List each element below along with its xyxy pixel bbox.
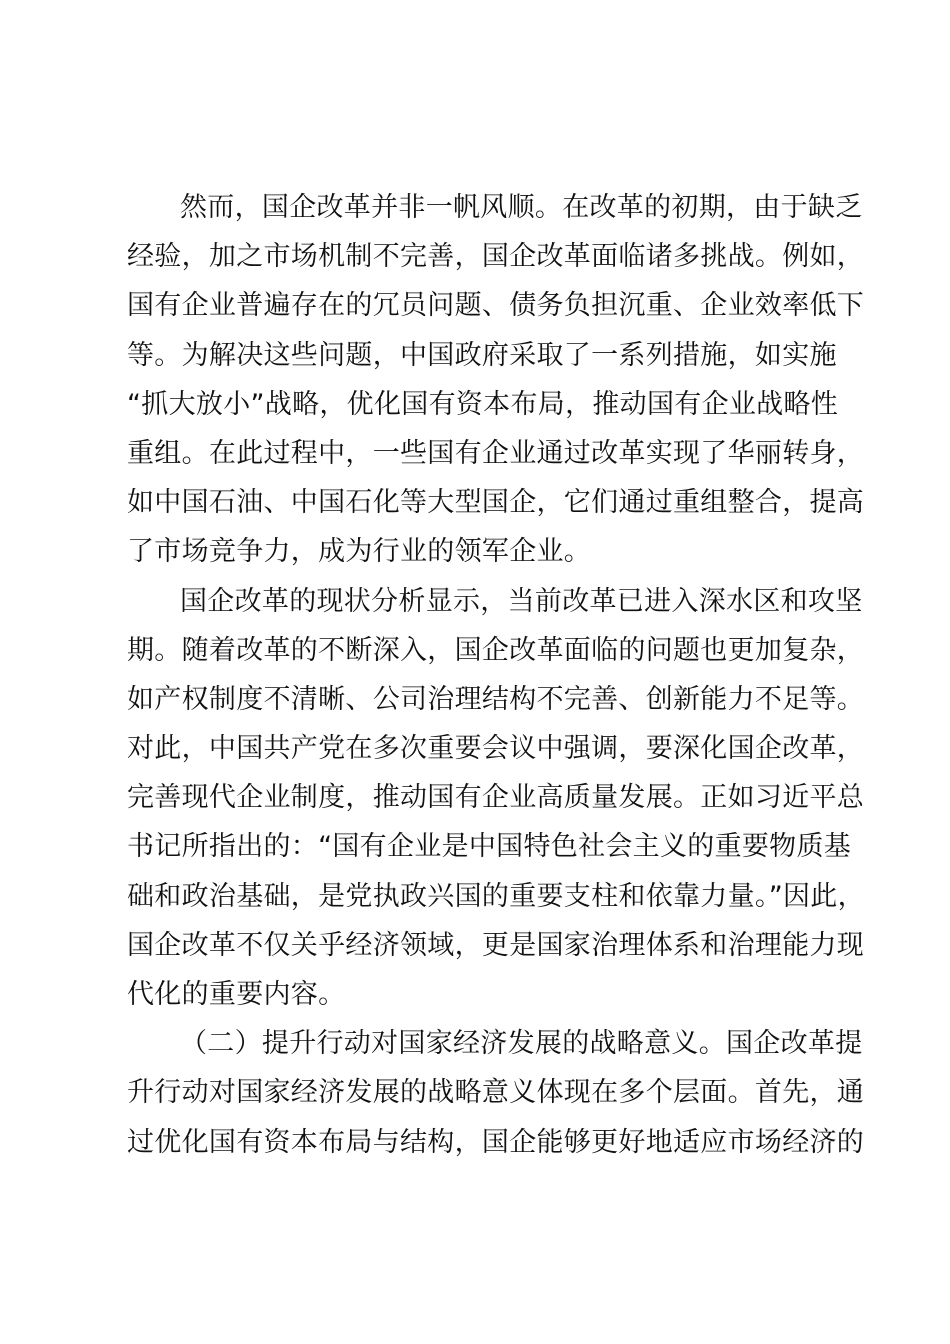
paragraph-2-line-1: 国企改革的现状分析显示，当前改革已进入深水区和攻坚 (180, 585, 863, 617)
paragraph-1-line-5: “抓大放小”战略，优化国有资本布局，推动国有企业战略性 (127, 388, 839, 420)
section-heading-line-1: （二）提升行动对国家经济发展的战略意义。国企改革提 (180, 1028, 863, 1060)
document-body (127, 183, 865, 1167)
paragraph-2-line-4: 对此，中国共产党在多次重要会议中强调，要深化国企改革， (127, 733, 865, 765)
paragraph-1-line-4: 等。为解决这些问题，中国政府采取了一系列措施，如实施 (127, 339, 837, 371)
paragraph-1-line-7: 如中国石油、中国石化等大型国企，它们通过重组整合，提高 (127, 487, 865, 519)
paragraph-1-line-8: 了市场竞争力，成为行业的领军企业。 (127, 536, 592, 568)
paragraph-1-line-2: 经验，加之市场机制不完善，国企改革面临诸多挑战。例如， (127, 241, 865, 273)
section-heading-line-3: 过优化国有资本布局与结构，国企能够更好地适应市场经济的 (127, 1126, 865, 1158)
paragraph-1-line-1: 然而，国企改革并非一帆风顺。在改革的初期，由于缺乏 (180, 192, 863, 223)
paragraph-2-line-2: 期。随着改革的不断深入，国企改革面临的问题也更加复杂， (127, 634, 865, 666)
section-heading-line-2: 升行动对国家经济发展的战略意义体现在多个层面。首先，通 (127, 1077, 865, 1109)
paragraph-1-line-6: 重组。在此过程中，一些国有企业通过改革实现了华丽转身， (127, 437, 865, 469)
paragraph-1-line-3: 国有企业普遍存在的冗员问题、债务负担沉重、企业效率低下 (127, 290, 865, 322)
paragraph-2-line-5: 完善现代企业制度，推动国有企业高质量发展。正如习近平总 (127, 782, 865, 814)
paragraph-2-line-3: 如产权制度不清晰、公司治理结构不完善、创新能力不足等。 (127, 683, 865, 715)
paragraph-2-line-8: 国企改革不仅关乎经济领域，更是国家治理体系和治理能力现 (127, 929, 865, 961)
paragraph-2-line-6: 书记所指出的：“国有企业是中国特色社会主义的重要物质基 (127, 831, 852, 863)
paragraph-2-line-9: 代化的重要内容。 (127, 979, 346, 1010)
paragraph-2-line-7: 础和政治基础，是党执政兴国的重要支柱和依靠力量。”因此， (127, 880, 865, 912)
